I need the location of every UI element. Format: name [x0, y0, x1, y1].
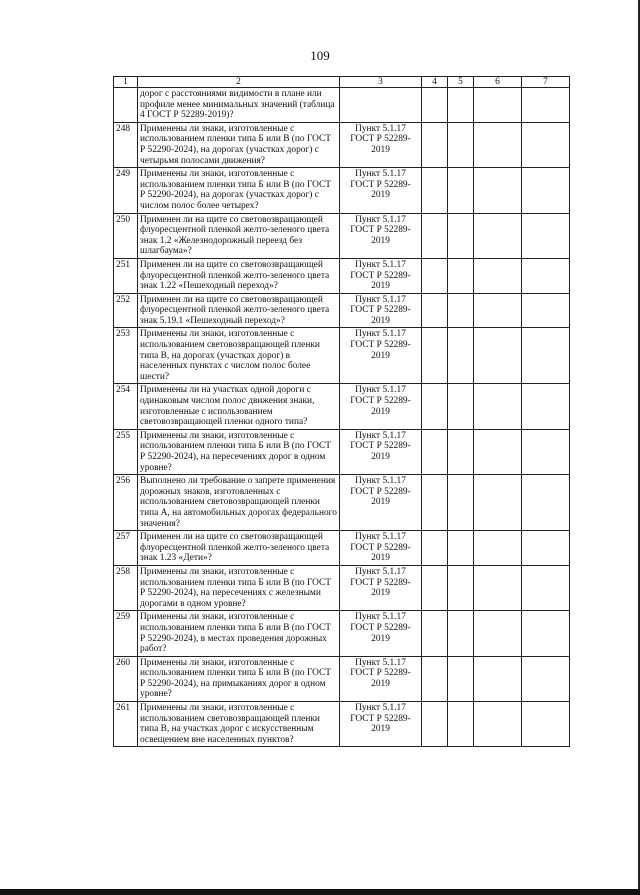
row-question: Применен ли на щите со световозвращающей флуоресцентной пленкой желто-зеленого цвета знак 1.22 «Пешеходный переход»?: [138, 258, 340, 293]
table-row: [114, 531, 570, 566]
answer-cell: [448, 258, 474, 293]
table-row: [114, 258, 570, 293]
answer-cell: [448, 656, 474, 701]
table-row: [114, 384, 570, 429]
column-header: 3: [340, 77, 422, 88]
row-reference: Пункт 5.1.17 ГОСТ Р 52289-2019: [340, 328, 422, 384]
answer-cell: [474, 702, 522, 747]
answer-cell: [522, 293, 570, 328]
table-row: [114, 429, 570, 474]
row-reference: Пункт 5.1.17 ГОСТ Р 52289-2019: [340, 611, 422, 656]
row-question: дорог с расстояниями видимости в плане или профиле менее минимальных значений (таблица 4 ГОСТ Р 52289-2019)?: [138, 88, 340, 123]
table-row: [114, 168, 570, 213]
answer-cell: [422, 328, 448, 384]
table-row: [114, 293, 570, 328]
answer-cell: [448, 328, 474, 384]
answer-cell: [522, 258, 570, 293]
row-reference: Пункт 5.1.17 ГОСТ Р 52289-2019: [340, 475, 422, 531]
answer-cell: [422, 475, 448, 531]
row-number: 250: [114, 213, 138, 258]
answer-cell: [522, 429, 570, 474]
answer-cell: [448, 293, 474, 328]
row-question: Применен ли на щите со световозвращающей флуоресцентной пленкой желто-зеленого цвета знак 1.2 «Железнодорожный переезд без шлагбаума»?: [138, 213, 340, 258]
row-reference: Пункт 5.1.17 ГОСТ Р 52289-2019: [340, 122, 422, 167]
row-number: 259: [114, 611, 138, 656]
answer-cell: [422, 384, 448, 429]
answer-cell: [448, 429, 474, 474]
row-number: [114, 88, 138, 123]
answer-cell: [448, 213, 474, 258]
column-header: 5: [448, 77, 474, 88]
row-reference: Пункт 5.1.17 ГОСТ Р 52289-2019: [340, 258, 422, 293]
answer-cell: [522, 213, 570, 258]
answer-cell: [448, 702, 474, 747]
table-row: [114, 88, 570, 123]
answer-cell: [474, 88, 522, 123]
answer-cell: [522, 565, 570, 610]
row-question: Применены ли знаки, изготовленные с использованием пленки типа Б или В (по ГОСТ Р 52290-2024), на дорогах (участках дорог) с четырьмя полосами движения?: [138, 122, 340, 167]
table-row: [114, 656, 570, 701]
row-question: Применен ли на щите со световозвращающей флуоресцентной пленкой желто-зеленого цвета знак 1.23 «Дети»?: [138, 531, 340, 566]
answer-cell: [422, 258, 448, 293]
table-row: [114, 328, 570, 384]
answer-cell: [422, 168, 448, 213]
answer-cell: [474, 258, 522, 293]
row-reference: Пункт 5.1.17 ГОСТ Р 52289-2019: [340, 656, 422, 701]
answer-cell: [448, 565, 474, 610]
scan-frame-bottom: [0, 889, 640, 895]
row-question: Применены ли знаки, изготовленные с использованием пленки типа Б или В (по ГОСТ Р 52290-2024), на примыканиях дорог в одном уровне?: [138, 656, 340, 701]
answer-cell: [448, 384, 474, 429]
page-number: 109: [310, 48, 330, 63]
table-row: [114, 122, 570, 167]
table-row: [114, 475, 570, 531]
answer-cell: [474, 656, 522, 701]
answer-cell: [522, 168, 570, 213]
answer-cell: [474, 611, 522, 656]
answer-cell: [474, 168, 522, 213]
answer-cell: [474, 475, 522, 531]
answer-cell: [474, 328, 522, 384]
answer-cell: [422, 611, 448, 656]
answer-cell: [422, 122, 448, 167]
table-row: [114, 565, 570, 610]
answer-cell: [522, 611, 570, 656]
column-header: 1: [114, 77, 138, 88]
row-question: Выполнено ли требование о запрете применения дорожных знаков, изготовленных с использованием световозвращающей пленки типа А, на автомобильных дорогах федерального значения?: [138, 475, 340, 531]
row-question: Применены ли знаки, изготовленные с использованием пленки типа Б или В (по ГОСТ Р 52290-2024), на дорогах (участках дорог) с числом полос более четырех?: [138, 168, 340, 213]
row-question: Применен ли на щите со световозвращающей флуоресцентной пленкой желто-зеленого цвета знак 5.19.1 «Пешеходный переход»?: [138, 293, 340, 328]
row-reference: Пункт 5.1.17 ГОСТ Р 52289-2019: [340, 565, 422, 610]
row-reference: Пункт 5.1.17 ГОСТ Р 52289-2019: [340, 293, 422, 328]
answer-cell: [522, 384, 570, 429]
row-number: 248: [114, 122, 138, 167]
row-number: 261: [114, 702, 138, 747]
row-question: Применены ли на участках одной дороги с одинаковым числом полос движения знаки, изготовленные с использованием световозвращающей пленки одного типа?: [138, 384, 340, 429]
row-number: 258: [114, 565, 138, 610]
answer-cell: [422, 702, 448, 747]
answer-cell: [448, 122, 474, 167]
answer-cell: [422, 293, 448, 328]
table-row: [114, 611, 570, 656]
answer-cell: [474, 122, 522, 167]
row-reference: Пункт 5.1.17 ГОСТ Р 52289-2019: [340, 531, 422, 566]
row-number: 255: [114, 429, 138, 474]
answer-cell: [422, 656, 448, 701]
row-number: 249: [114, 168, 138, 213]
row-reference: Пункт 5.1.17 ГОСТ Р 52289-2019: [340, 168, 422, 213]
table-header-row: [114, 77, 570, 88]
row-question: Применены ли знаки, изготовленные с использованием световозвращающей пленки типа В, на дорогах (участках дорог) в населенных пунктах с числом полос более шести?: [138, 328, 340, 384]
answer-cell: [422, 531, 448, 566]
row-question: Применены ли знаки, изготовленные с использованием световозвращающей пленки типа В, на участках дорог с искусственным освещением вне населенных пунктов?: [138, 702, 340, 747]
row-number: 252: [114, 293, 138, 328]
answer-cell: [522, 531, 570, 566]
row-number: 254: [114, 384, 138, 429]
answer-cell: [422, 565, 448, 610]
answer-cell: [522, 328, 570, 384]
answer-cell: [422, 213, 448, 258]
row-reference: Пункт 5.1.17 ГОСТ Р 52289-2019: [340, 384, 422, 429]
column-header: 4: [422, 77, 448, 88]
answer-cell: [522, 656, 570, 701]
answer-cell: [422, 88, 448, 123]
answer-cell: [474, 565, 522, 610]
answer-cell: [448, 475, 474, 531]
checklist-table: [113, 76, 570, 747]
table-row: [114, 702, 570, 747]
answer-cell: [422, 429, 448, 474]
row-question: Применены ли знаки, изготовленные с использованием пленки типа Б или В (по ГОСТ Р 52290-2024), на пересечениях с железными дорогами в одном уровне?: [138, 565, 340, 610]
row-question: Применены ли знаки, изготовленные с использованием пленки типа Б или В (по ГОСТ Р 52290-2024), в местах проведения дорожных работ?: [138, 611, 340, 656]
row-reference: Пункт 5.1.17 ГОСТ Р 52289-2019: [340, 429, 422, 474]
row-number: 256: [114, 475, 138, 531]
answer-cell: [522, 88, 570, 123]
column-header: 2: [138, 77, 340, 88]
column-header: 7: [522, 77, 570, 88]
row-reference: [340, 88, 422, 123]
answer-cell: [474, 293, 522, 328]
answer-cell: [522, 475, 570, 531]
row-reference: Пункт 5.1.17 ГОСТ Р 52289-2019: [340, 213, 422, 258]
answer-cell: [448, 611, 474, 656]
answer-cell: [448, 168, 474, 213]
row-number: 260: [114, 656, 138, 701]
answer-cell: [474, 429, 522, 474]
row-number: 251: [114, 258, 138, 293]
answer-cell: [522, 702, 570, 747]
answer-cell: [474, 384, 522, 429]
row-number: 257: [114, 531, 138, 566]
table-row: [114, 213, 570, 258]
answer-cell: [474, 213, 522, 258]
row-reference: Пункт 5.1.17 ГОСТ Р 52289-2019: [340, 702, 422, 747]
column-header: 6: [474, 77, 522, 88]
answer-cell: [474, 531, 522, 566]
answer-cell: [522, 122, 570, 167]
row-number: 253: [114, 328, 138, 384]
answer-cell: [448, 88, 474, 123]
row-question: Применены ли знаки, изготовленные с использованием пленки типа Б или В (по ГОСТ Р 52290-2024), на пересечениях дорог в одном уровне?: [138, 429, 340, 474]
answer-cell: [448, 531, 474, 566]
